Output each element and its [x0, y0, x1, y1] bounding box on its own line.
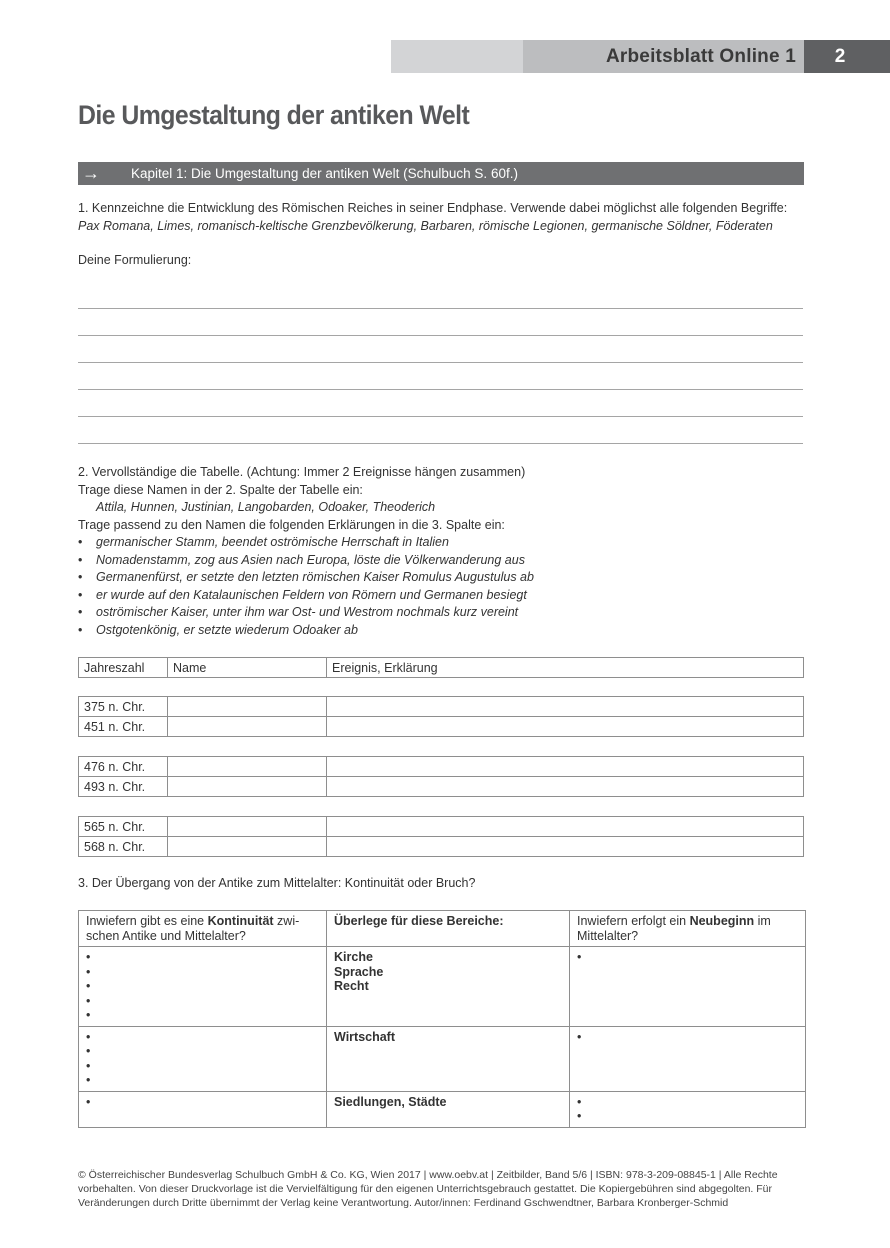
name-input-cell[interactable]: [168, 717, 327, 737]
continuity-cell[interactable]: [79, 1026, 327, 1091]
bullet-icon: •: [78, 552, 83, 567]
name-input-cell[interactable]: [168, 757, 327, 777]
page-title: Die Umgestaltung der antiken Welt: [78, 100, 470, 130]
explanation-text: oströmischer Kaiser, unter ihm war Ost- und Westrom nochmals kurz vereint: [96, 605, 519, 620]
answer-line[interactable]: [78, 335, 803, 336]
newbeginning-header: [570, 911, 806, 947]
bullet-icon: •: [577, 1109, 582, 1123]
answer-line[interactable]: [78, 308, 803, 309]
newbeginning-keyword: Neubeginn: [689, 914, 755, 928]
bullet-icon: •: [86, 964, 91, 979]
bullet-icon: •: [577, 1029, 582, 1044]
bullet-icon: •: [78, 587, 83, 602]
chapter-bar: [78, 162, 804, 185]
task3-prompt: 3. Der Übergang von der Antike zum Mittelalter: Kontinuität oder Bruch?: [78, 876, 476, 890]
bullet-icon: •: [78, 623, 83, 637]
explanation-text: Ostgotenkönig, er setzte wiederum Odoaker ab: [96, 623, 358, 637]
bullet-icon: •: [86, 979, 91, 993]
bullet-icon: •: [86, 1008, 91, 1022]
header-year: Jahreszahl: [79, 658, 168, 678]
table-row: [79, 777, 804, 797]
task2-intro: 2. Vervollständige die Tabelle. (Achtung: Immer 2 Ereignisse hängen zusammen): [78, 465, 526, 479]
worksheet-label: Arbeitsblatt Online 1: [605, 45, 796, 67]
bullet-icon: •: [86, 993, 91, 1008]
answer-line[interactable]: [78, 443, 803, 444]
bullet-icon: •: [86, 1044, 91, 1058]
area-cell: [327, 947, 570, 1027]
bullet-icon: •: [86, 1029, 91, 1044]
newbeginning-header-rest: im Mittelalter?: [577, 914, 771, 943]
area-label: Kirche: [334, 950, 373, 964]
bullet-icon: •: [78, 570, 83, 585]
explanation-text: Germanenfürst, er setzte den letzten römischen Kaiser Romulus Augustulus ab: [96, 570, 534, 585]
answer-line[interactable]: [78, 362, 803, 363]
year-cell: 565 n. Chr.: [79, 817, 168, 837]
area-cell: [327, 1026, 570, 1091]
page-number-box: [804, 40, 890, 73]
continuity-header-rest: zwi-schen Antike und Mittelalter?: [86, 914, 300, 943]
chapter-title: Kapitel 1: Die Umgestaltung der antiken Welt (Schulbuch S. 60f.): [131, 166, 518, 181]
explanation-item: [78, 587, 527, 605]
area-label: Siedlungen, Städte: [334, 1094, 447, 1109]
year-cell: 451 n. Chr.: [79, 717, 168, 737]
continuity-table: [78, 910, 806, 1128]
event-group: [78, 816, 804, 857]
table-row: [79, 717, 804, 737]
area-label: Wirtschaft: [334, 1029, 396, 1044]
year-cell: 375 n. Chr.: [79, 697, 168, 717]
event-input-cell[interactable]: [327, 837, 804, 857]
year-cell: 493 n. Chr.: [79, 777, 168, 797]
area-cell: [327, 1091, 570, 1127]
newbeginning-cell[interactable]: [570, 1091, 806, 1127]
continuity-header: [79, 911, 327, 947]
continuity-keyword: Kontinuität: [207, 914, 274, 928]
bullet-icon: •: [78, 535, 83, 549]
table-row: [79, 1026, 806, 1091]
header-name: Name: [168, 658, 327, 678]
explanation-item: [78, 622, 358, 640]
continuity-cell[interactable]: [79, 947, 327, 1027]
year-cell: 568 n. Chr.: [79, 837, 168, 857]
explanation-item: [78, 604, 518, 622]
event-group: [78, 756, 804, 797]
name-input-cell[interactable]: [168, 837, 327, 857]
task2-explanations-instruction: Trage passend zu den Namen die folgenden Erklärungen in die 3. Spalte ein:: [78, 518, 505, 532]
explanation-item: [78, 534, 449, 552]
task1-prompt-text: 1. Kennzeichne die Entwicklung des Römischen Reiches in seiner Endphase. Verwende dabei möglichst alle folgenden Begriffe:: [78, 201, 788, 215]
event-input-cell[interactable]: [327, 717, 804, 737]
table-row: [79, 947, 806, 1027]
answer-line[interactable]: [78, 389, 803, 390]
bullet-icon: •: [78, 605, 83, 620]
continuity-header-text: Inwiefern gibt es eine: [86, 914, 208, 928]
table-row: [79, 757, 804, 777]
table-header: [78, 657, 804, 678]
name-input-cell[interactable]: [168, 817, 327, 837]
event-group: [78, 696, 804, 737]
task2-names: Attila, Hunnen, Justinian, Langobarden, Odoaker, Theoderich: [96, 500, 436, 514]
task1-prompt: [78, 200, 808, 235]
newbeginning-cell[interactable]: [570, 1026, 806, 1091]
year-cell: 476 n. Chr.: [79, 757, 168, 777]
table-row: [79, 837, 804, 857]
name-input-cell[interactable]: [168, 697, 327, 717]
continuity-cell[interactable]: [79, 1091, 327, 1127]
name-input-cell[interactable]: [168, 777, 327, 797]
explanation-text: er wurde auf den Katalaunischen Feldern von Römern und Germanen besiegt: [96, 587, 527, 602]
event-input-cell[interactable]: [327, 697, 804, 717]
table-row: [79, 817, 804, 837]
bullet-icon: •: [86, 950, 91, 964]
newbeginning-cell[interactable]: [570, 947, 806, 1027]
bullet-icon: •: [577, 950, 582, 964]
answer-line[interactable]: [78, 416, 803, 417]
page-number: 2: [834, 45, 846, 67]
header-band-light: [391, 40, 523, 73]
table-row: [79, 1091, 806, 1127]
explanation-item: [78, 569, 534, 587]
explanation-text: germanischer Stamm, beendet oströmische Herrschaft in Italien: [96, 535, 449, 549]
explanation-text: Nomadenstamm, zog aus Asien nach Europa, löste die Völkerwanderung aus: [96, 552, 525, 567]
answer-label: Deine Formulierung:: [78, 253, 192, 267]
header-band: [523, 40, 804, 73]
task1-terms: Pax Romana, Limes, romanisch-keltische Grenzbevölkerung, Barbaren, römische Legionen, germanische Söldner, Föderaten: [78, 218, 773, 233]
bullet-icon: •: [86, 1073, 91, 1087]
bullet-icon: •: [86, 1058, 91, 1073]
event-input-cell[interactable]: [327, 777, 804, 797]
footer-copyright: © Österreichischer Bundesverlag Schulbuch GmbH & Co. KG, Wien 2017 | www.oebv.at | Zeitbilder, Band 5/6 | ISBN: 978-3-209-08845-1 | Alle Rechte vorbehalten. Von dieser Druckvorlage ist die Vervielfältigung für den eigenen Unterrichtsgebrauch gestattet. Die Kopiergebühren sind abgegolten. Für Veränderungen durch Dritte übernimmt der Verlag keine Verantwortung. Autor/innen: Ferdinand Gschwendtner, Barbara Kronberger-Schmid: [78, 1169, 778, 1209]
area-label: Sprache: [334, 964, 384, 979]
table-row: [79, 697, 804, 717]
bullet-icon: •: [86, 1094, 91, 1109]
event-input-cell[interactable]: [327, 817, 804, 837]
header-event: Ereignis, Erklärung: [327, 658, 804, 678]
event-input-cell[interactable]: [327, 757, 804, 777]
newbeginning-header-text: Inwiefern erfolgt ein: [577, 914, 690, 928]
explanation-item: [78, 552, 525, 570]
areas-header: Überlege für diese Bereiche:: [327, 911, 570, 947]
arrow-right-icon: →: [82, 163, 100, 183]
area-label: Recht: [334, 979, 369, 993]
task2-names-instruction: Trage diese Namen in der 2. Spalte der Tabelle ein:: [78, 483, 363, 497]
bullet-icon: •: [577, 1094, 582, 1109]
